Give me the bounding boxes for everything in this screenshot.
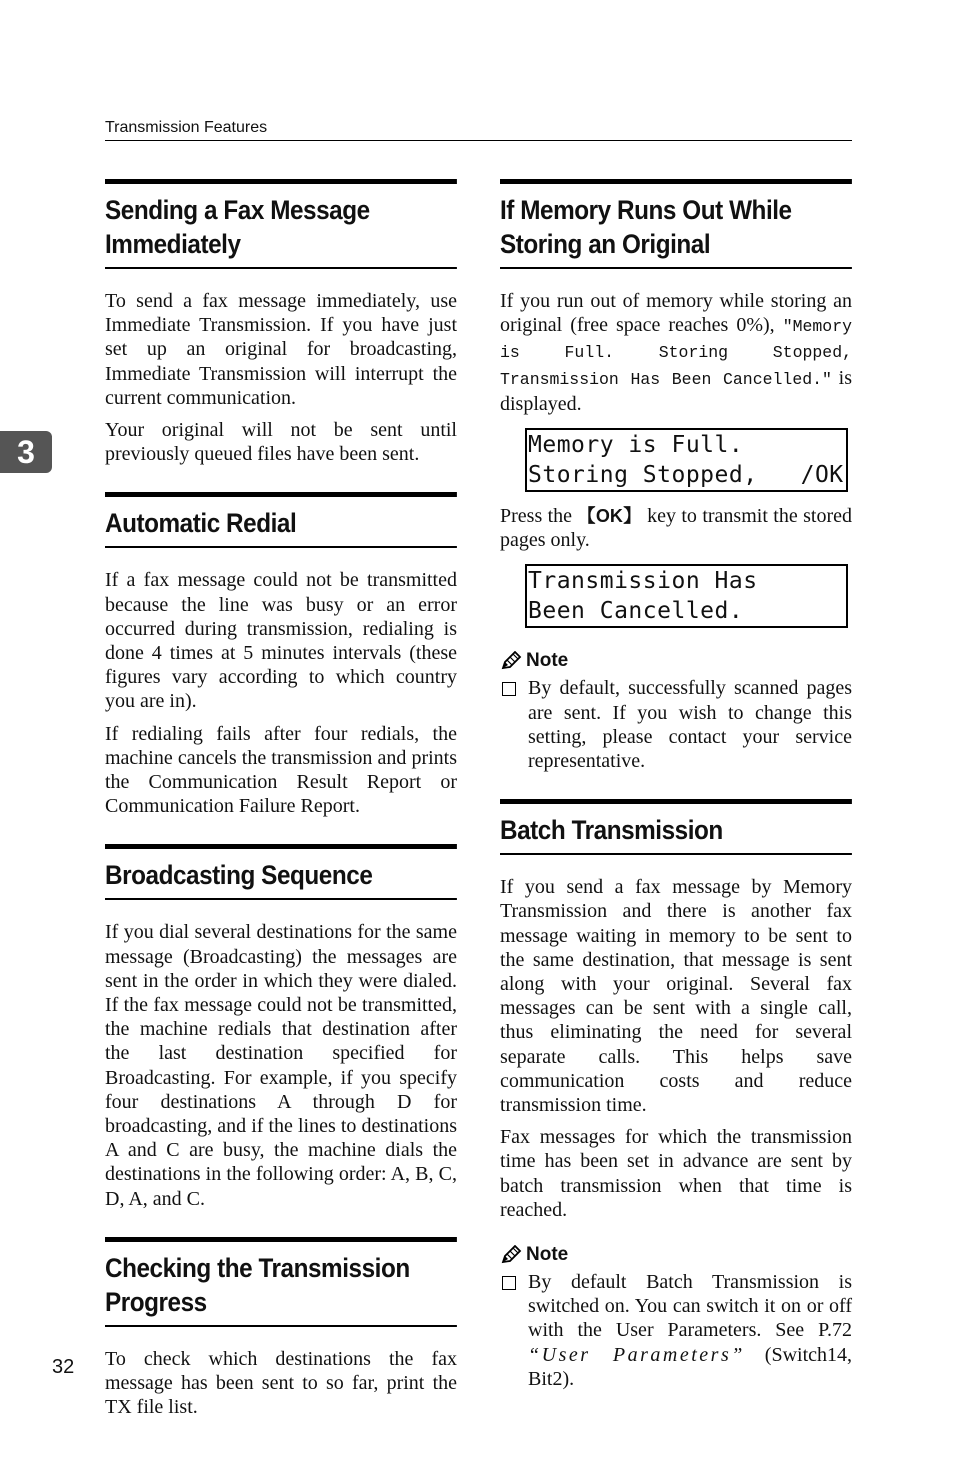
note-heading — [500, 650, 852, 672]
section-sending-immediately — [105, 179, 457, 466]
display-message: "Memory is Full. Storing Stopped, Transmission Has Been Cancelled." — [500, 317, 852, 389]
lcd-line: Storing Stopped, /OK — [528, 462, 844, 489]
note-text — [528, 1270, 852, 1391]
lcd-display-memory-full — [525, 428, 848, 492]
page-number: 32 — [52, 1356, 75, 1378]
text: By default Batch Transmission is switched on. You can switch it on or off with the User Parameters. See P.72 — [528, 1271, 852, 1342]
section-title: Batch Transmission — [500, 799, 852, 855]
paragraph — [500, 289, 852, 416]
paragraph: If you send a fax message by Memory Transmission and there is another fax message waiting in memory to be sent to the same destination, that message is sent along with your original. Several fax messages can be sent with a single call, thus eliminating the need for several separate calls. This helps save communication costs and reduce transmission time. — [500, 876, 852, 1117]
pencil-icon — [500, 651, 522, 671]
left-column — [105, 179, 457, 1446]
note-heading — [500, 1244, 852, 1266]
chapter-tab: 3 — [0, 431, 52, 473]
lcd-display-cancelled — [525, 564, 848, 628]
text: (Switch14, Bit2). — [528, 1343, 853, 1390]
text: Press the — [500, 505, 578, 528]
section-title: Checking the Transmission Progress — [105, 1237, 457, 1327]
checkbox-icon — [502, 1276, 516, 1290]
text: key to transmit the stored pages only. — [500, 505, 852, 552]
paragraph: Your original will not be sent until previously queued files have been sent. — [105, 419, 457, 466]
cross-reference-link[interactable]: “User Parameters” — [528, 1343, 745, 1366]
note-label: Note — [526, 1244, 569, 1266]
section-memory-runs-out — [500, 179, 852, 773]
checkbox-icon — [502, 682, 516, 696]
section-title: Automatic Redial — [105, 492, 457, 548]
lcd-line: Memory is Full. — [528, 432, 744, 459]
section-batch-transmission — [500, 799, 852, 1391]
paragraph: To send a fax message immediately, use Immediate Transmission. If you have just set up an original for broadcasting, Immediate Transmission will interrupt the current communication. — [105, 290, 457, 409]
paragraph: If redialing fails after four redials, the machine cancels the transmission and prints the Communication Result Report or Communication Failure Report. — [105, 722, 457, 818]
section-automatic-redial — [105, 492, 457, 818]
note-text: By default, successfully scanned pages are sent. If you wish to change this setting, please contact your service representative. — [528, 677, 852, 773]
ok-key-label: 【OK】 — [577, 506, 642, 527]
text: is displayed. — [500, 366, 852, 415]
paragraph: If you dial several destinations for the same message (Broadcasting) the messages are sent in the order in which they were dialed. If the fax message could not be transmitted, the machine redials that destination after the last destination specified for Broadcasting. For example, if you specify four destinations A through D for broadcasting, and if the lines to destinations A and C are busy, the machine dials the destinations in the following order: A, B, C, D, A, and C. — [105, 921, 457, 1210]
section-title: If Memory Runs Out While Storing an Original — [500, 179, 852, 269]
paragraph: If a fax message could not be transmitted because the line was busy or an error occurred during transmission, redialing is done 4 times at 5 minutes intervals (these figures vary according to which country you are in). — [105, 569, 457, 713]
note-label: Note — [526, 650, 569, 672]
section-title: Sending a Fax Message Immediately — [105, 179, 457, 269]
note-item — [500, 676, 852, 773]
text: If you run out of memory while storing an original (free space reaches 0%), — [500, 290, 852, 337]
section-title: Broadcasting Sequence — [105, 844, 457, 900]
paragraph: Fax messages for which the transmission time has been set in advance are sent by batch transmission when that time is reached. — [500, 1126, 852, 1221]
section-checking-progress — [105, 1237, 457, 1420]
section-broadcasting-sequence — [105, 844, 457, 1210]
lcd-line: Transmission Has — [528, 568, 758, 595]
right-column — [500, 179, 852, 1417]
pencil-icon — [500, 1245, 522, 1265]
paragraph: To check which destinations the fax message has been sent to so far, print the TX file list. — [105, 1347, 457, 1419]
paragraph — [500, 504, 852, 552]
note-item — [500, 1270, 852, 1391]
running-header: Transmission Features — [105, 119, 852, 141]
lcd-line: Been Cancelled. — [528, 598, 744, 625]
